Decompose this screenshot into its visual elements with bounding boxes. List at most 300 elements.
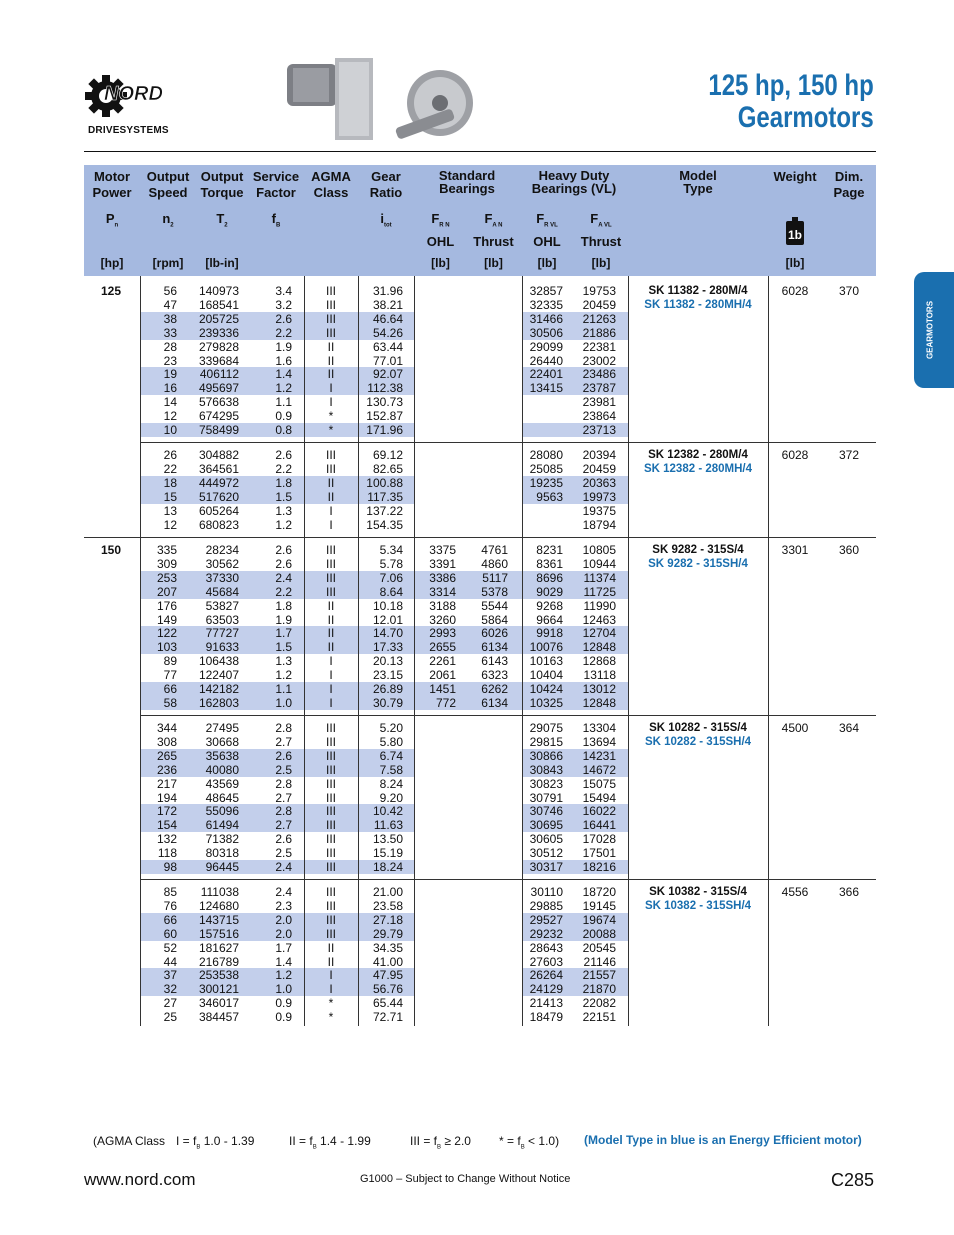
- agma-legend-star: * = $f_B < 1.0$): [499, 1134, 560, 1151]
- table-cell: 20.13: [372, 654, 403, 669]
- table-cell: 172: [156, 804, 177, 819]
- table-cell: II: [327, 940, 335, 955]
- table-cell: 1.1: [275, 682, 292, 696]
- group-divider: [140, 879, 876, 880]
- sym-fan: $F_{A N}$: [484, 211, 503, 229]
- table-cell: 23: [163, 353, 177, 368]
- table-cell: 10424: [529, 682, 563, 696]
- table-cell: 1.7: [275, 626, 292, 641]
- table-cell: 1.3: [275, 654, 292, 669]
- col-standard-bearings: Standard Bearings: [438, 168, 496, 196]
- unit-lbin: [lb-in]: [205, 256, 239, 270]
- table-cell: 152.87: [366, 409, 403, 424]
- row-band-gap: [414, 968, 522, 982]
- agma-legend-prefix: (AGMA Class: [93, 1134, 166, 1148]
- table-cell: 0.9: [275, 1010, 292, 1025]
- table-cell: 18216: [582, 860, 616, 874]
- table-cell: 98: [163, 860, 177, 874]
- table-cell: 23486: [582, 367, 616, 382]
- model-type: [628, 543, 768, 571]
- table-cell: III: [325, 448, 336, 462]
- table-cell: 2993: [429, 626, 456, 641]
- table-cell: 157516: [198, 926, 239, 941]
- table-cell: 30506: [529, 325, 563, 340]
- table-cell: 19753: [582, 284, 616, 298]
- model-type-standard: SK 11382 - 280M/4: [648, 285, 748, 297]
- table-cell: 55096: [205, 804, 239, 819]
- table-cell: 30562: [205, 556, 239, 571]
- table-cell: 21557: [582, 968, 616, 983]
- table-cell: 53827: [205, 598, 239, 613]
- gearmotor-image: [285, 58, 485, 150]
- footer-notice: G1000 – Subject to Change Without Notice: [360, 1173, 571, 1185]
- table-cell: III: [325, 804, 336, 819]
- weight-value: 6028: [781, 448, 809, 462]
- sym-frvl: $F_{R VL}$: [536, 211, 558, 229]
- table-cell: 23.58: [372, 898, 403, 913]
- table-cell: 19: [163, 367, 177, 382]
- table-cell: 21413: [529, 996, 563, 1011]
- row-band-gap: [414, 476, 522, 490]
- table-cell: 335: [156, 543, 177, 557]
- dim-page-value: 370: [838, 284, 860, 298]
- table-cell: 1.4: [275, 367, 292, 382]
- table-cell: III: [325, 584, 336, 599]
- table-cell: 2655: [429, 640, 456, 655]
- table-cell: 27603: [529, 954, 563, 969]
- column-divider: [768, 276, 769, 1026]
- model-type: [628, 284, 768, 312]
- table-cell: III: [325, 734, 336, 749]
- table-cell: III: [325, 832, 336, 847]
- table-cell: 2.7: [275, 818, 292, 833]
- table-cell: 2.2: [275, 325, 292, 340]
- table-cell: 16: [163, 381, 177, 396]
- table-cell: 29.79: [372, 926, 403, 941]
- table-cell: 2.6: [275, 311, 292, 326]
- table-cell: 9563: [536, 489, 563, 504]
- table-cell: 674295: [198, 409, 239, 424]
- table-cell: 10.42: [372, 804, 403, 819]
- table-cell: 23713: [582, 423, 616, 437]
- table-cell: 18: [163, 475, 177, 490]
- unit-lb: [lb]: [591, 256, 611, 270]
- table-cell: I: [329, 682, 333, 696]
- table-cell: III: [325, 748, 336, 763]
- table-cell: *: [328, 1010, 334, 1025]
- table-cell: 21.00: [372, 885, 403, 899]
- svg-text:NORD: NORD: [104, 83, 163, 105]
- table-cell: 13: [163, 503, 177, 518]
- table-cell: 168541: [198, 297, 239, 312]
- table-cell: 19973: [582, 489, 616, 504]
- page-number: C285: [830, 1170, 874, 1190]
- table-cell: III: [325, 297, 336, 312]
- unit-lb: [lb]: [484, 256, 503, 270]
- table-cell: 8361: [536, 556, 563, 571]
- table-cell: II: [327, 367, 335, 382]
- table-cell: 0.8: [275, 423, 292, 437]
- table-cell: 23787: [582, 381, 616, 396]
- table-cell: 142182: [198, 682, 239, 696]
- table-cell: 23864: [582, 409, 616, 424]
- table-cell: 2.4: [275, 570, 292, 585]
- table-cell: 10: [163, 423, 177, 437]
- table-cell: II: [327, 353, 335, 368]
- brand-subtitle: DRIVESYSTEMS: [88, 125, 169, 136]
- row-band-gap: [414, 927, 522, 941]
- table-cell: 171.96: [366, 423, 403, 437]
- table-cell: 32857: [529, 284, 563, 298]
- table-cell: 517620: [198, 489, 239, 504]
- table-cell: 19235: [529, 475, 563, 490]
- table-cell: I: [329, 968, 333, 983]
- table-cell: 27.18: [372, 912, 403, 927]
- table-cell: 12704: [582, 626, 616, 641]
- table-cell: 12: [163, 517, 177, 532]
- table-cell: 236: [156, 762, 177, 777]
- model-type-standard: SK 9282 - 315S/4: [652, 544, 744, 556]
- table-cell: 122: [156, 626, 177, 641]
- table-cell: 2061: [429, 668, 456, 683]
- table-cell: 46.64: [372, 311, 403, 326]
- table-cell: 28234: [205, 543, 239, 557]
- header-divider: [84, 151, 876, 152]
- table-cell: 37330: [205, 570, 239, 585]
- row-band-gap: [414, 367, 522, 381]
- table-cell: III: [325, 926, 336, 941]
- table-cell: 2.6: [275, 448, 292, 462]
- agma-legend-iii: III = $f_B \ge 2.0$: [410, 1134, 471, 1151]
- table-cell: 63503: [205, 612, 239, 627]
- table-cell: 21886: [582, 325, 616, 340]
- weight-value: 6028: [781, 284, 809, 298]
- table-cell: 22381: [582, 339, 616, 354]
- table-cell: III: [325, 570, 336, 585]
- table-cell: 12848: [582, 640, 616, 655]
- table-cell: 2.6: [275, 832, 292, 847]
- table-cell: 2.6: [275, 543, 292, 557]
- table-cell: 77: [163, 668, 177, 683]
- table-cell: 300121: [198, 982, 239, 997]
- table-cell: 1.8: [275, 475, 292, 490]
- table-cell: 20088: [582, 926, 616, 941]
- table-cell: 69.12: [372, 448, 403, 462]
- table-cell: 25: [163, 1010, 177, 1025]
- table-cell: III: [325, 762, 336, 777]
- table-cell: 2.4: [275, 885, 292, 899]
- table-cell: 47: [163, 297, 177, 312]
- table-cell: 80318: [205, 846, 239, 861]
- page-title: 125 hp, 150 hp Gearmotors: [708, 69, 874, 134]
- model-type-standard: SK 10282 - 315S/4: [649, 722, 747, 734]
- table-cell: III: [325, 311, 336, 326]
- table-cell: 30.79: [372, 695, 403, 710]
- table-cell: 10805: [582, 543, 616, 557]
- table-cell: 2.8: [275, 804, 292, 819]
- table-cell: 217: [156, 776, 177, 791]
- table-cell: 3.4: [275, 284, 292, 298]
- table-cell: 40080: [205, 762, 239, 777]
- model-type-energy-efficient: SK 9282 - 315SH/4: [648, 558, 748, 570]
- table-cell: 15075: [582, 776, 616, 791]
- table-cell: 2.2: [275, 461, 292, 476]
- table-header: [84, 165, 876, 276]
- table-cell: 444972: [198, 475, 239, 490]
- table-cell: III: [325, 543, 336, 557]
- table-cell: III: [325, 885, 336, 899]
- table-cell: 1.9: [275, 612, 292, 627]
- model-type-energy-efficient: SK 10282 - 315SH/4: [644, 736, 752, 748]
- table-cell: 21263: [582, 311, 616, 326]
- weight-value: 4556: [781, 885, 809, 899]
- table-cell: 339684: [198, 353, 239, 368]
- column-divider: [358, 276, 359, 1026]
- table-cell: 253538: [198, 968, 239, 983]
- group-divider: [140, 442, 876, 443]
- svg-text:1b: 1b: [787, 228, 803, 242]
- table-cell: 194: [156, 790, 177, 805]
- group-divider: [84, 537, 876, 538]
- table-cell: III: [325, 818, 336, 833]
- row-band-gap: [414, 804, 522, 818]
- table-cell: 23981: [582, 395, 616, 410]
- table-cell: 19375: [582, 503, 616, 518]
- table-cell: 6262: [481, 682, 508, 696]
- table-cell: *: [328, 409, 334, 424]
- table-cell: III: [325, 898, 336, 913]
- table-cell: 13118: [583, 668, 616, 683]
- table-cell: 30605: [529, 832, 563, 847]
- table-cell: 13012: [582, 682, 616, 696]
- unit-rpm: [rpm]: [152, 256, 184, 270]
- table-cell: 45684: [205, 584, 239, 599]
- table-cell: 5378: [481, 584, 508, 599]
- table-cell: 11.63: [373, 818, 403, 833]
- motor-power: 150: [100, 543, 122, 557]
- table-cell: 26264: [529, 968, 563, 983]
- table-cell: 6134: [481, 695, 508, 710]
- table-cell: III: [325, 912, 336, 927]
- table-cell: 52: [163, 940, 177, 955]
- table-cell: 22: [163, 461, 177, 476]
- table-cell: 8.64: [379, 584, 403, 599]
- row-band-gap: [414, 423, 522, 437]
- table-cell: 2.8: [275, 721, 292, 735]
- table-cell: 28: [163, 339, 177, 354]
- table-cell: 38.21: [372, 297, 403, 312]
- table-cell: 5544: [481, 598, 508, 613]
- table-cell: 24129: [529, 982, 563, 997]
- table-cell: 92.07: [372, 367, 403, 382]
- table-cell: 31.96: [372, 284, 403, 298]
- table-cell: 239336: [198, 325, 239, 340]
- table-cell: 58: [163, 695, 177, 710]
- table-cell: II: [327, 598, 335, 613]
- table-cell: 34.35: [372, 940, 403, 955]
- table-cell: 11374: [583, 570, 616, 585]
- table-cell: 6143: [481, 654, 508, 669]
- column-divider: [414, 276, 415, 1026]
- table-cell: 100.88: [366, 475, 403, 490]
- table-cell: 28643: [529, 940, 563, 955]
- sym-fb: $f_B$: [271, 211, 281, 229]
- table-cell: 12.01: [372, 612, 403, 627]
- table-cell: 5.34: [379, 543, 403, 557]
- table-cell: 205725: [198, 311, 239, 326]
- table-cell: 96445: [205, 860, 239, 874]
- table-cell: 3391: [429, 556, 456, 571]
- table-cell: 2.8: [275, 776, 292, 791]
- table-cell: 9.20: [379, 790, 403, 805]
- col-weight: Weight: [773, 169, 817, 184]
- table-cell: 15: [163, 489, 177, 504]
- table-cell: 27495: [205, 721, 239, 735]
- col-heavy-duty-bearings: Heavy Duty Bearings (VL): [531, 168, 617, 196]
- table-cell: 17.33: [372, 640, 403, 655]
- row-band-gap: [414, 763, 522, 777]
- column-divider: [304, 276, 305, 1026]
- table-cell: 346017: [198, 996, 239, 1011]
- table-cell: 16441: [582, 818, 616, 833]
- table-cell: 106438: [198, 654, 239, 669]
- section-tab[interactable]: [914, 272, 954, 388]
- table-cell: I: [329, 381, 333, 396]
- table-cell: 66: [163, 682, 177, 696]
- table-cell: 10404: [529, 668, 563, 683]
- table-cell: 3314: [429, 584, 456, 599]
- table-cell: 2.3: [275, 898, 292, 913]
- table-cell: 27: [163, 996, 177, 1011]
- table-cell: 154.35: [366, 517, 403, 532]
- table-cell: 253: [156, 570, 177, 585]
- table-cell: 181627: [198, 940, 239, 955]
- table-cell: 15494: [582, 790, 616, 805]
- table-cell: 6134: [481, 640, 508, 655]
- sym-favl: $F_{A VL}$: [590, 211, 612, 229]
- table-cell: 10.18: [372, 598, 403, 613]
- table-cell: 26440: [529, 353, 563, 368]
- table-cell: 85: [163, 885, 177, 899]
- table-cell: 26: [163, 448, 177, 462]
- table-cell: 1.0: [275, 695, 292, 710]
- table-cell: 22082: [582, 996, 616, 1011]
- table-cell: 1.9: [275, 339, 292, 354]
- table-cell: 279828: [198, 339, 239, 354]
- table-cell: 2.6: [275, 748, 292, 763]
- table-cell: 77727: [205, 626, 239, 641]
- table-cell: III: [325, 860, 336, 874]
- sym-pn: $P_n$: [105, 211, 119, 229]
- col-output-speed: Output Speed: [146, 169, 190, 200]
- table-cell: 47.95: [372, 968, 403, 983]
- table-cell: 1.5: [275, 489, 292, 504]
- table-cell: 344: [156, 721, 177, 735]
- table-cell: 56.76: [372, 982, 403, 997]
- table-cell: 14231: [582, 748, 616, 763]
- table-cell: 5.80: [379, 734, 403, 749]
- table-cell: 65.44: [372, 996, 403, 1011]
- table-cell: 8231: [536, 543, 563, 557]
- table-cell: 118: [157, 846, 177, 861]
- model-type: [628, 721, 768, 749]
- row-band-gap: [414, 490, 522, 504]
- table-cell: 308: [156, 734, 177, 749]
- table-cell: 66: [163, 912, 177, 927]
- unit-lb: [lb]: [785, 256, 805, 270]
- sym-t2: $T_2$: [216, 211, 228, 229]
- table-cell: 56: [163, 284, 177, 298]
- table-cell: *: [328, 423, 334, 437]
- table-cell: 29099: [529, 339, 563, 354]
- table-cell: 21870: [582, 982, 616, 997]
- table-cell: 2.0: [275, 926, 292, 941]
- table-cell: 12848: [582, 695, 616, 710]
- label-thrust-vl: Thrust: [580, 234, 622, 249]
- model-type-energy-efficient: SK 12382 - 280MH/4: [643, 463, 753, 475]
- table-cell: 8696: [536, 570, 563, 585]
- table-cell: 2.5: [275, 846, 292, 861]
- table-cell: III: [325, 556, 336, 571]
- model-type: [628, 448, 768, 476]
- table-cell: 20394: [582, 448, 616, 462]
- weight-value: 3301: [781, 543, 809, 557]
- row-band-gap: [414, 982, 522, 996]
- table-cell: 5864: [481, 612, 508, 627]
- section-tab-label: GEARMOTORS: [925, 300, 935, 360]
- table-cell: 20459: [582, 297, 616, 312]
- table-cell: 9268: [536, 598, 563, 613]
- table-cell: 23.15: [372, 668, 403, 683]
- website-link[interactable]: www.nord.com: [84, 1170, 196, 1189]
- dim-page-value: 366: [838, 885, 860, 899]
- model-type-energy-efficient: SK 10382 - 315SH/4: [644, 900, 752, 912]
- table-cell: II: [327, 612, 335, 627]
- table-cell: 33: [163, 325, 177, 340]
- table-cell: 22151: [582, 1010, 616, 1025]
- unit-lb: [lb]: [537, 256, 557, 270]
- table-cell: 18.24: [372, 860, 403, 874]
- table-cell: 111038: [200, 885, 239, 899]
- table-cell: 3260: [429, 612, 456, 627]
- table-cell: 680823: [198, 517, 239, 532]
- table-cell: 72.71: [372, 1010, 403, 1025]
- table-cell: I: [329, 654, 333, 669]
- table-cell: 130.73: [366, 395, 403, 410]
- table-cell: III: [325, 721, 336, 735]
- nord-gear-logo-icon: [84, 70, 168, 118]
- table-cell: 9918: [536, 626, 563, 641]
- table-cell: 1.5: [275, 640, 292, 655]
- table-cell: 1.7: [275, 940, 292, 955]
- table-cell: 20459: [582, 461, 616, 476]
- table-cell: II: [327, 475, 335, 490]
- table-cell: 30695: [529, 818, 563, 833]
- table-cell: III: [325, 846, 336, 861]
- table-cell: 77.01: [372, 353, 403, 368]
- table-cell: 43569: [205, 776, 239, 791]
- table-cell: 8.24: [379, 776, 403, 791]
- table-cell: 18479: [529, 1010, 563, 1025]
- table-cell: 406112: [199, 367, 239, 382]
- row-band-gap: [414, 326, 522, 340]
- table-cell: 1.4: [275, 954, 292, 969]
- table-cell: I: [329, 503, 333, 518]
- table-cell: *: [328, 996, 334, 1011]
- table-cell: 35638: [205, 748, 239, 763]
- col-output-torque: Output Torque: [200, 169, 244, 200]
- col-dim-page: Dim. Page: [833, 169, 865, 200]
